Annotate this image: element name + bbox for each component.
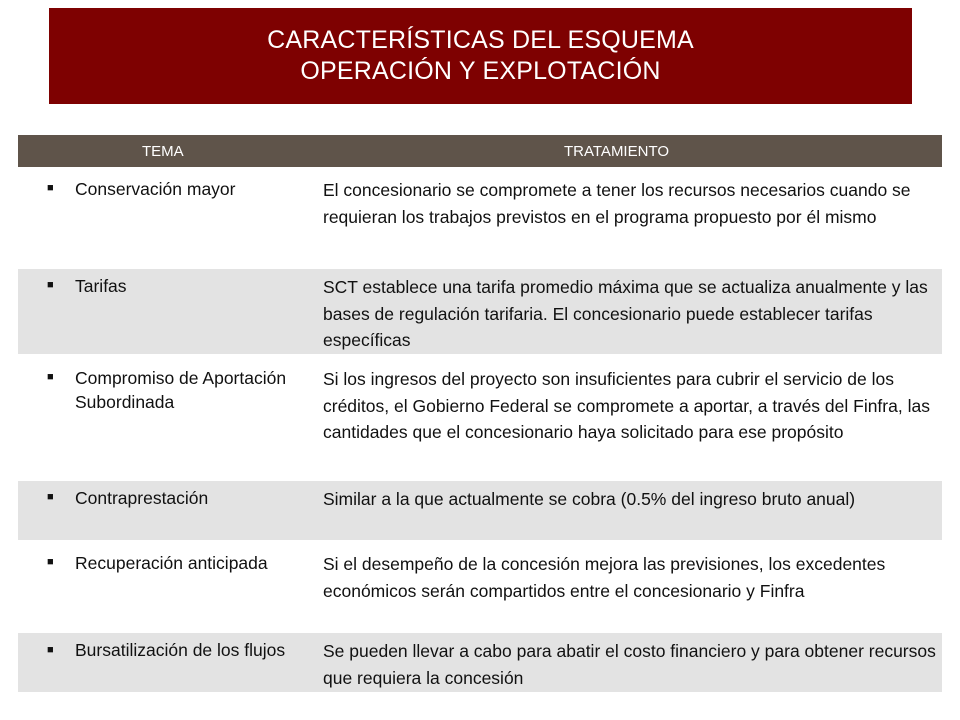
row-tratamiento: Si el desempeño de la concesión mejora las previsiones, los excedentes económicos serán compartidos entre el concesionario y Finfra bbox=[323, 554, 886, 601]
row-tema: Bursatilización de los flujos bbox=[75, 640, 286, 660]
title-banner bbox=[49, 8, 912, 104]
square-bullet-icon: ■ bbox=[47, 491, 54, 503]
square-bullet-icon: ■ bbox=[47, 644, 54, 656]
table-row bbox=[18, 546, 942, 631]
topics-table bbox=[18, 135, 942, 688]
table-row bbox=[18, 481, 942, 540]
table-row bbox=[18, 172, 942, 262]
title-line-1: CARACTERÍSTICAS DEL ESQUEMA bbox=[267, 26, 694, 54]
table-row bbox=[18, 360, 942, 475]
row-tratamiento: Si los ingresos del proyecto son insuficientes para cubrir el servicio de los créditos, el Gobierno Federal se compromete a aportar, a través del Finfra, las cantidades que el concesionario haya solicitado para ese propósito bbox=[323, 369, 930, 442]
table-row bbox=[18, 269, 942, 354]
square-bullet-icon: ■ bbox=[47, 556, 54, 568]
row-tratamiento: SCT establece una tarifa promedio máxima que se actualiza anualmente y las bases de regulación tarifaria. El concesionario puede establecer tarifas específicas bbox=[323, 277, 928, 350]
table-header bbox=[18, 135, 942, 167]
row-tema: Tarifas bbox=[75, 276, 127, 296]
square-bullet-icon: ■ bbox=[47, 279, 54, 291]
table-row bbox=[18, 633, 942, 692]
header-tratamiento: TRATAMIENTO bbox=[564, 143, 669, 160]
header-tema: TEMA bbox=[142, 143, 184, 160]
row-tratamiento: El concesionario se compromete a tener los recursos necesarios cuando se requieran los trabajos previstos en el programa propuesto por él mismo bbox=[323, 180, 911, 227]
row-tema: Recuperación anticipada bbox=[75, 553, 268, 573]
title-line-2: OPERACIÓN Y EXPLOTACIÓN bbox=[300, 57, 661, 85]
square-bullet-icon: ■ bbox=[47, 371, 54, 383]
row-tema: Compromiso de Aportación Subordinada bbox=[75, 368, 287, 412]
row-tratamiento: Se pueden llevar a cabo para abatir el costo financiero y para obtener recursos que requiera la concesión bbox=[323, 641, 936, 688]
square-bullet-icon: ■ bbox=[47, 182, 54, 194]
row-tema: Contraprestación bbox=[75, 488, 209, 508]
row-tratamiento: Similar a la que actualmente se cobra (0.5% del ingreso bruto anual) bbox=[323, 489, 856, 509]
row-tema: Conservación mayor bbox=[75, 179, 236, 199]
